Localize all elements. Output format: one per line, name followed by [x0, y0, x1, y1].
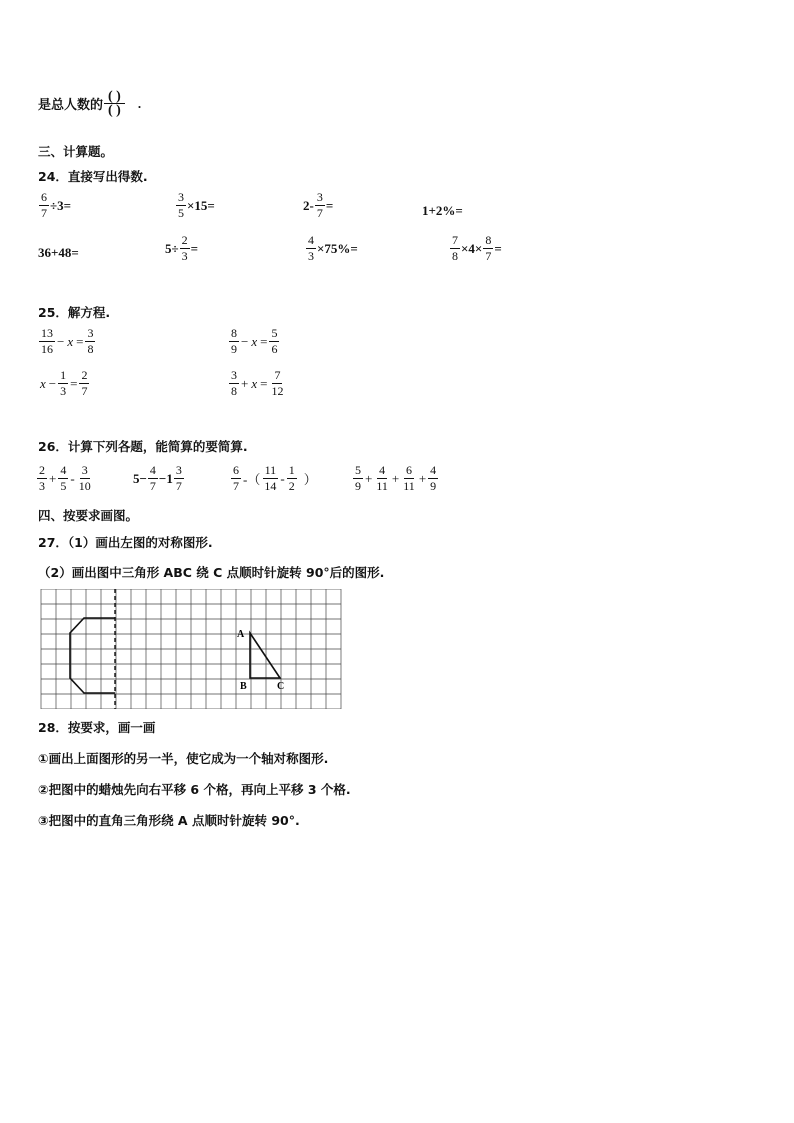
blank-numerator: ( ) — [104, 90, 125, 104]
q26-title: 26．计算下列各题，能简算的要简算. — [38, 439, 248, 454]
q24-item-4: 1+2%= — [422, 203, 463, 218]
q28-title: 28．按要求，画一画 — [38, 720, 156, 735]
q26-expr-1: $\frac{2}{3}$ + $\frac{4}{5}$ - $\frac{3}{10}$ — [39, 463, 91, 493]
q25-eq-3: x − $\frac{1}{3}$ = $\frac{2}{7}$ — [40, 368, 88, 398]
q24-item-8: $\frac{7}{8}$ ×4× $\frac{8}{7}$ = — [452, 233, 502, 263]
q25-eq-2: $\frac{8}{9}$ − x = $\frac{5}{6}$ — [231, 326, 278, 356]
label-a: A — [237, 629, 245, 640]
q24-item-2: $\frac{3}{5}$ ×15= — [178, 190, 215, 220]
blank-denominator: ( ) — [108, 103, 121, 118]
q28-item-1: ①画出上面图形的另一半，使它成为一个轴对称图形. — [38, 751, 329, 766]
q28-item-3: ③把图中的直角三角形绕 A 点顺时针旋转 90°. — [38, 813, 300, 828]
intro-fragment — [38, 90, 141, 117]
label-b: B — [240, 681, 247, 692]
q26-expr-2: 5− $\frac{4}{7}$ −1 $\frac{3}{7}$ — [133, 463, 182, 493]
section-4-title: 四、按要求画图。 — [38, 508, 139, 523]
grid-lines — [41, 589, 341, 709]
q26-expr-4: $\frac{5}{9}$ + $\frac{4}{11}$ + $\frac{6}{11}$ + $\frac{4}{9}$ — [355, 463, 437, 493]
q25-title: 25．解方程. — [38, 305, 111, 320]
label-c: C — [277, 681, 285, 692]
q24-item-1: $\frac{6}{7}$ ÷3= — [41, 190, 72, 220]
grid-figure — [40, 589, 342, 709]
blank-fraction — [104, 90, 125, 117]
section-3-title: 三、计算题。 — [38, 144, 114, 159]
q27-line-1: 27．（1）画出左图的对称图形. — [38, 535, 213, 550]
q24-item-3: 2- $\frac{3}{7}$ = — [303, 190, 334, 220]
q24-item-7: $\frac{4}{3}$ ×75%= — [308, 233, 358, 263]
half-shape — [70, 618, 115, 693]
q28-item-2: ②把图中的蜡烛先向右平移 6 个格，再向上平移 3 个格. — [38, 782, 351, 797]
q24-title: 24．直接写出得数. — [38, 169, 148, 184]
triangle-abc — [250, 633, 280, 678]
intro-text: 是总人数的 — [38, 97, 104, 112]
q24-item-6: 5÷ $\frac{2}{3}$ = — [165, 233, 199, 263]
q24-item-5: 36+48= — [38, 245, 79, 260]
q26-expr-3: $\frac{6}{7}$ -（ $\frac{11}{14}$ - $\frac{1}{2}$ ） — [233, 463, 317, 493]
q25-eq-4: $\frac{3}{8}$ + x = $\frac{7}{12}$ — [231, 368, 284, 398]
q27-line-2: （2）画出图中三角形 ABC 绕 C 点顺时针旋转 90°后的图形. — [38, 565, 385, 580]
intro-end: . — [137, 95, 142, 111]
q25-eq-1: $\frac{13}{16}$ − x = $\frac{3}{8}$ — [41, 326, 94, 356]
